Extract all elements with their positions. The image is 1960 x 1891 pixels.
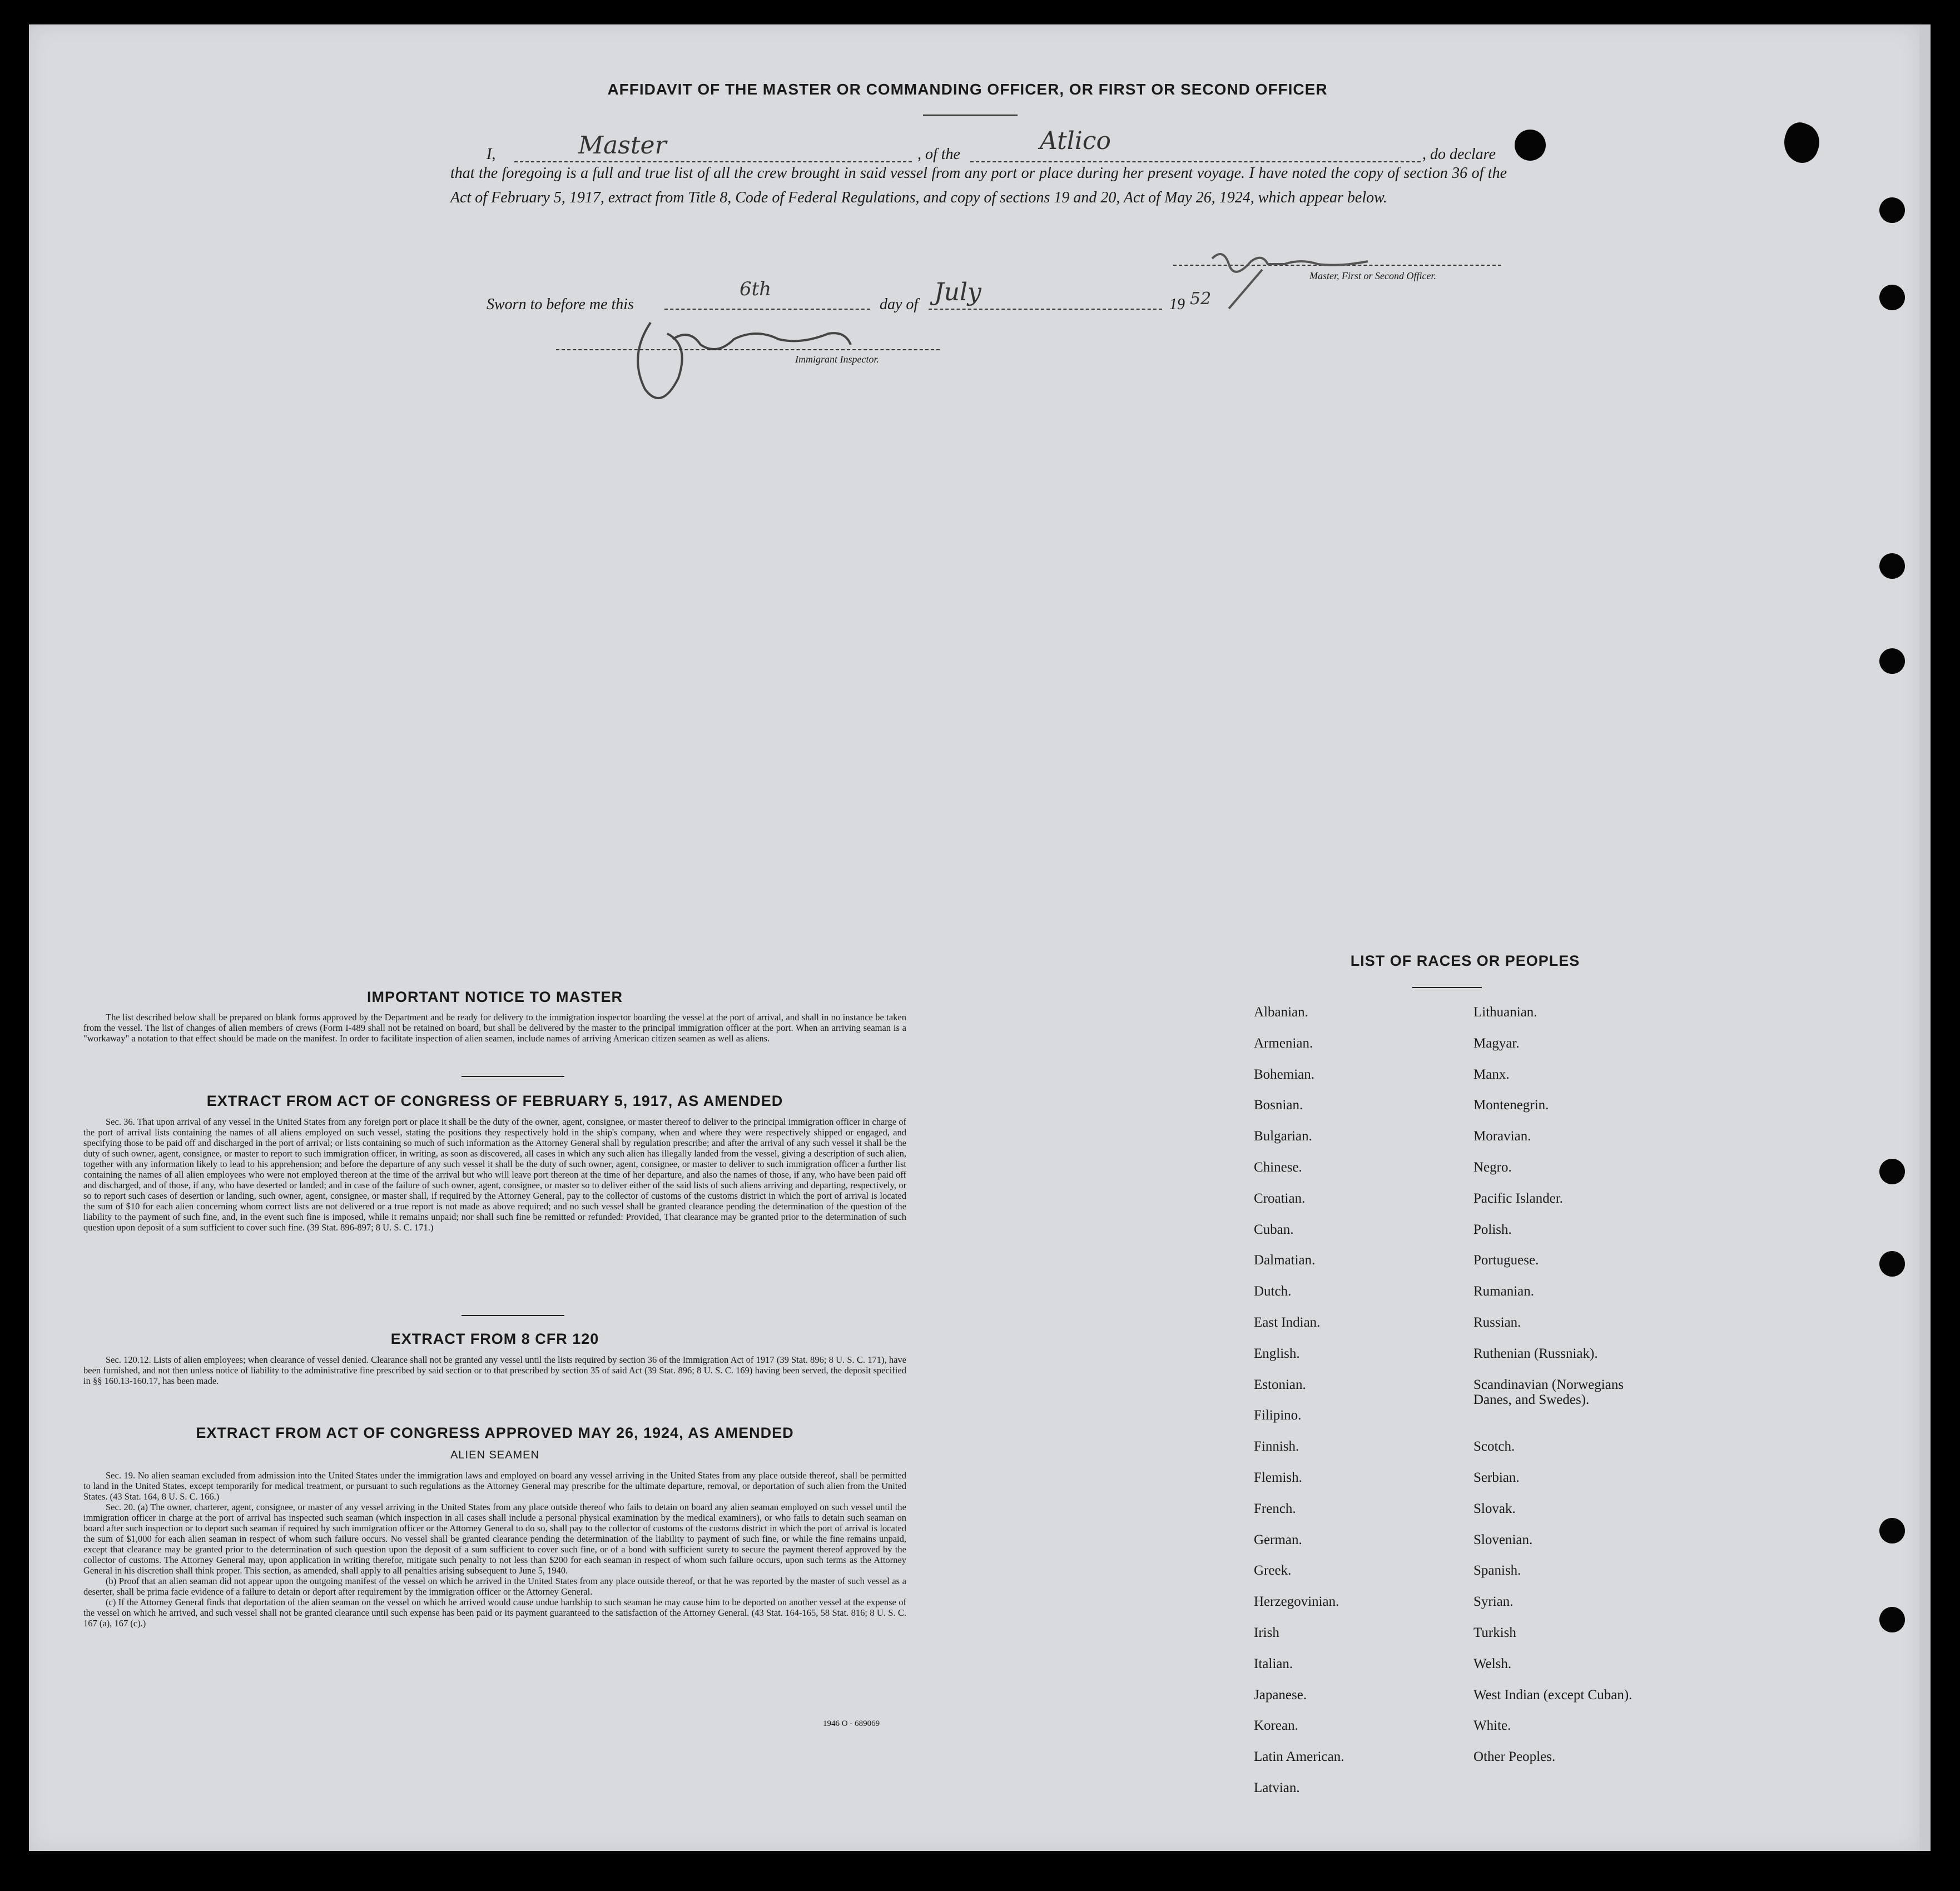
affidavit-line1-prefix: I, bbox=[487, 146, 496, 163]
handwritten-month: July bbox=[934, 278, 981, 306]
affidavit-title: AFFIDAVIT OF THE MASTER OR COMMANDING OFFICER, OR FIRST OR SECOND OFFICER bbox=[607, 81, 1328, 98]
race-item-right: Negro. bbox=[1473, 1160, 1512, 1175]
punch-hole bbox=[1879, 1607, 1905, 1632]
race-item-right: Turkish bbox=[1473, 1625, 1516, 1640]
race-item-right: Portuguese. bbox=[1473, 1253, 1539, 1268]
race-item-left: Herzegovinian. bbox=[1254, 1594, 1339, 1610]
sworn-prefix: Sworn to before me this bbox=[487, 296, 634, 313]
affidavit-body: that the foregoing is a full and true list of all the crew brought in said vessel from any port or place during her present voyage. I have noted the copy of section 36 of the Act of February 5, 1917, extract from Title 8, Code of Federal Regulations, and copy of sections 19 and 20, Act of May 26, 1924, which appear below. bbox=[450, 165, 1507, 206]
race-item-left: Flemish. bbox=[1254, 1470, 1302, 1485]
race-item-left: Bosnian. bbox=[1254, 1098, 1303, 1113]
punch-hole bbox=[1879, 197, 1905, 223]
race-item-right: Syrian. bbox=[1473, 1594, 1514, 1610]
race-item-right: Scotch. bbox=[1473, 1439, 1515, 1455]
race-item-left: Bohemian. bbox=[1254, 1066, 1315, 1082]
race-item-right: Spanish. bbox=[1473, 1563, 1521, 1579]
affidavit-of-the: , of the bbox=[917, 146, 960, 163]
handwritten-vessel: Atlico bbox=[1040, 127, 1111, 155]
race-item-right: Pacific Islander. bbox=[1473, 1190, 1564, 1206]
year-prefix: 19 bbox=[1169, 296, 1185, 313]
extract-1924-text bbox=[83, 1470, 906, 1629]
race-item-right: Slovak. bbox=[1473, 1501, 1516, 1516]
race-item-right: West Indian (except Cuban). bbox=[1473, 1687, 1632, 1703]
extract-1924-sec19: Sec. 19. No alien seaman excluded from admission into the United States under the immigration laws and employed on board any vessel arriving in the United States from any place outside thereof, shall be permitted to land in the United States, except temporarily for medical treatment, or pursuant to such regulations as the Attorney General may prescribe for the ultimate departure, removal, or deportation of such alien from the United States. (43 Stat. 164, 8 U. S. C. 166.) bbox=[83, 1470, 906, 1502]
notice-title: IMPORTANT NOTICE TO MASTER bbox=[367, 989, 623, 1005]
race-item-left: German. bbox=[1254, 1532, 1302, 1547]
race-item-left: Korean. bbox=[1254, 1718, 1298, 1734]
punch-hole bbox=[1879, 648, 1905, 674]
divider bbox=[462, 1315, 564, 1316]
race-item-right: Ruthenian (Russniak). bbox=[1473, 1346, 1598, 1361]
races-title: LIST OF RACES OR PEOPLES bbox=[1350, 952, 1580, 969]
extract-1924-sec20c: (c) If the Attorney General finds that deportation of the alien seaman on the vessel on which he arrived would cause undue hardship to such seaman he may cause him to be deported on another vessel at the expense of the vessel on which he arrived, and such vessel shall not be granted clearance until such expense has been paid or its payment guaranteed to the satisfaction of the Attorney General. (43 Stat. 164-165, 58 Stat. 816; 8 U. S. C. 167 (a), 167 (c).) bbox=[83, 1597, 906, 1629]
race-item-right: Rumanian. bbox=[1473, 1284, 1535, 1299]
race-item-left: Dutch. bbox=[1254, 1284, 1292, 1299]
race-item-left: Irish bbox=[1254, 1625, 1279, 1640]
race-item-right: Serbian. bbox=[1473, 1470, 1520, 1485]
sworn-month-line bbox=[929, 309, 1162, 310]
race-item-left: Armenian. bbox=[1254, 1035, 1313, 1051]
race-item-left: Chinese. bbox=[1254, 1160, 1302, 1175]
extract-1924-title: EXTRACT FROM ACT OF CONGRESS APPROVED MAY 26, 1924, AS AMENDED bbox=[196, 1425, 794, 1441]
inspector-label: Immigrant Inspector. bbox=[795, 354, 879, 365]
race-item-left: French. bbox=[1254, 1501, 1296, 1516]
extract-cfr-text bbox=[83, 1354, 906, 1386]
race-item-left: Finnish. bbox=[1254, 1439, 1299, 1455]
race-item-right: Manx. bbox=[1473, 1066, 1510, 1082]
race-item-right: Magyar. bbox=[1473, 1035, 1520, 1051]
race-item-left: East Indian. bbox=[1254, 1315, 1321, 1330]
race-item-right: Other Peoples. bbox=[1473, 1749, 1556, 1765]
race-item-right: Lithuanian. bbox=[1473, 1005, 1537, 1020]
punch-hole bbox=[1879, 1251, 1905, 1277]
handwritten-day: 6th bbox=[740, 278, 772, 300]
extract-1924-sec20b: (b) Proof that an alien seaman did not appear upon the outgoing manifest of the vessel on which he arrived in the United States from any place outside thereof, or that he was reported by the master of such vessel as a deserter, shall be prima facie evidence of a failure to detain or deport after requirement by the immigration officer or the Attorney General. bbox=[83, 1576, 906, 1597]
handwritten-master: Master bbox=[578, 131, 667, 160]
day-of-label: day of bbox=[880, 296, 919, 313]
race-item-right: Slovenian. bbox=[1473, 1532, 1533, 1547]
divider bbox=[923, 115, 1018, 116]
divider bbox=[462, 1076, 564, 1077]
race-item-right: White. bbox=[1473, 1718, 1511, 1734]
punch-hole bbox=[1879, 285, 1905, 310]
inspector-signature-line bbox=[556, 349, 940, 350]
punch-hole bbox=[1515, 130, 1546, 161]
race-item-right: Russian. bbox=[1473, 1315, 1521, 1330]
race-item-left: Greek. bbox=[1254, 1563, 1292, 1579]
extract-1917-paragraph: Sec. 36. That upon arrival of any vessel in the United States from any foreign port or place it shall be the duty of the owner, agent, consignee, or master thereof to deliver to the principal immigration officer in charge of the port of arrival lists containing the names of all aliens employed on such vessel, stating the positions they respectively hold in the ship's company, when and where they were respectively shipped or engaged, and specifying those to be paid off and discharged in the port of arrival; or lists containing so much of such information as the Attorney General shall by regulation prescribe; and after the arrival of any such vessel it shall be the duty of such owner, agent, consignee, or master to report to such immigration officer, in writing, as soon as discovered, all cases in which any such alien has illegally landed from the vessel, giving a description of such alien, together with any information likely to lead to his apprehension; and before the departure of any such vessel it shall be the duty of such owner, agent, consignee, or master to deliver to such immigration officer a further list containing the names of all alien employees who were not employed thereon at the time of the arrival but who will leave port thereon at the time of her departure, and also the names of those, if any, who have been paid off and discharged, and of those, if any, who have deserted or landed; and in case of the failure of such owner, agent, consignee, or master so to deliver either of the said lists of such aliens arriving and departing, respectively, or so to report such cases of desertion or landing, such owner, agent, consignee, or master shall, if required by the Attorney General, pay to the collector of customs of the customs district in which the port of arrival is located the sum of $10 for each alien concerning whom correct lists are not delivered or a true report is not made as above required; and no such vessel shall be granted clearance pending the determination of the question of the liability to the payment of such fine, and, in the event such fine is imposed, while it remains unpaid; nor shall such fine be remitted or refunded: Provided, That clearance may be granted prior to the determination of such question upon deposit of a sum sufficient to cover such fine. (39 Stat. 896-897; 8 U. S. C. 171.) bbox=[83, 1116, 906, 1233]
race-item-left: Bulgarian. bbox=[1254, 1129, 1312, 1144]
race-item-left: Dalmatian. bbox=[1254, 1253, 1316, 1268]
divider bbox=[1412, 987, 1482, 988]
notice-paragraph: The list described below shall be prepared on blank forms approved by the Department and be ready for delivery to the immigration inspector boarding the vessel at the port of arrival, and shall in no instance be taken from the vessel. The list of changes of alien members of crews (Form I-489 shall not be retained on board, but shall be delivered by the master to the principal immigration officer at the port. When an arriving seaman is a "workaway" a notation to that effect should be made on the manifest. In order to facilitate inspection of alien seamen, include names of arriving American citizen seamen as well as aliens. bbox=[83, 1012, 906, 1044]
race-item-right: Welsh. bbox=[1473, 1656, 1512, 1671]
extract-cfr-paragraph: Sec. 120.12. Lists of alien employees; when clearance of vessel denied. Clearance shall not be granted any vessel until the lists required by section 36 of the Immigration Act of 1917 (39 Stat. 896; 8 U. S. C. 171), have been furnished, and not then unless notice of liability to the administrative fine prescribed by said section or to that prescribed by section 35 of said Act (39 Stat. 896; 8 U. S. C. 169) having been served, the deposit specified in §§ 160.13-160.17, has been made. bbox=[83, 1354, 906, 1386]
race-item-left: Estonian. bbox=[1254, 1377, 1306, 1392]
race-item-left: Japanese. bbox=[1254, 1687, 1307, 1703]
affidavit-line1-suffix: , do declare bbox=[1422, 146, 1496, 163]
race-item-right: Scandinavian (Norwegians Danes, and Swedes). bbox=[1473, 1377, 1624, 1407]
race-item-right: Montenegrin. bbox=[1473, 1098, 1549, 1113]
extract-1917-title: EXTRACT FROM ACT OF CONGRESS OF FEBRUARY 5, 1917, AS AMENDED bbox=[206, 1093, 783, 1109]
race-item-left: English. bbox=[1254, 1346, 1300, 1361]
punch-hole bbox=[1879, 1159, 1905, 1184]
print-code: 1946 O - 689069 bbox=[823, 1719, 880, 1728]
punch-hole bbox=[1879, 553, 1905, 579]
extract-cfr-title: EXTRACT FROM 8 CFR 120 bbox=[390, 1331, 599, 1347]
race-item-right: Moravian. bbox=[1473, 1129, 1531, 1144]
race-item-left: Croatian. bbox=[1254, 1190, 1306, 1206]
race-item-left: Albanian. bbox=[1254, 1005, 1308, 1020]
extract-1917-text bbox=[83, 1116, 906, 1233]
punch-hole bbox=[1879, 1518, 1905, 1543]
race-item-right: Polish. bbox=[1473, 1222, 1512, 1237]
race-item-left: Filipino. bbox=[1254, 1408, 1302, 1423]
race-item-left: Italian. bbox=[1254, 1656, 1293, 1671]
notice-text bbox=[83, 1012, 906, 1044]
extract-1924-sec20a: Sec. 20. (a) The owner, charterer, agent, consignee, or master of any vessel arriving in the United States from any place outside thereof who fails to detain on board any alien seaman employed on such vessel until the immigration officer in charge at the port of arrival has inspected such seaman (which inspection in all cases shall include a personal physical examination by the medical examiners), or who fails to detain such seaman on board after such inspection or to deport such seaman if required by such immigration officer or the Attorney General to do so, shall pay to the collector of customs of the customs district in which the port of arrival is located the sum of $1,000 for each alien seaman in respect of whom such failure occurs. No vessel shall be granted clearance pending the determination of the liability to payment of such fine, or while the fine remains unpaid, except that clearance may be granted prior to the determination of such question upon the deposit of a sum sufficient to cover such fine, or of a bond with sufficient surety to secure the payment thereof approved by the collector of customs. The Attorney General may, upon application in writing therefor, mitigate such penalty to not less than $200 for each seaman in respect of whom such failure occurs, upon such terms as the Attorney General in his discretion shall think proper. This section, as amended, shall apply to all penalties arising subsequent to June 5, 1940. bbox=[83, 1502, 906, 1576]
race-item-left: Cuban. bbox=[1254, 1222, 1294, 1237]
race-item-left: Latin American. bbox=[1254, 1749, 1344, 1765]
race-item-left: Latvian. bbox=[1254, 1780, 1300, 1795]
handwritten-year: 52 bbox=[1190, 289, 1212, 309]
sworn-day-line bbox=[664, 309, 870, 310]
extract-1924-subtitle: ALIEN SEAMEN bbox=[450, 1449, 539, 1461]
page-edge bbox=[1919, 24, 1931, 1851]
master-signature-label: Master, First or Second Officer. bbox=[1309, 270, 1436, 281]
